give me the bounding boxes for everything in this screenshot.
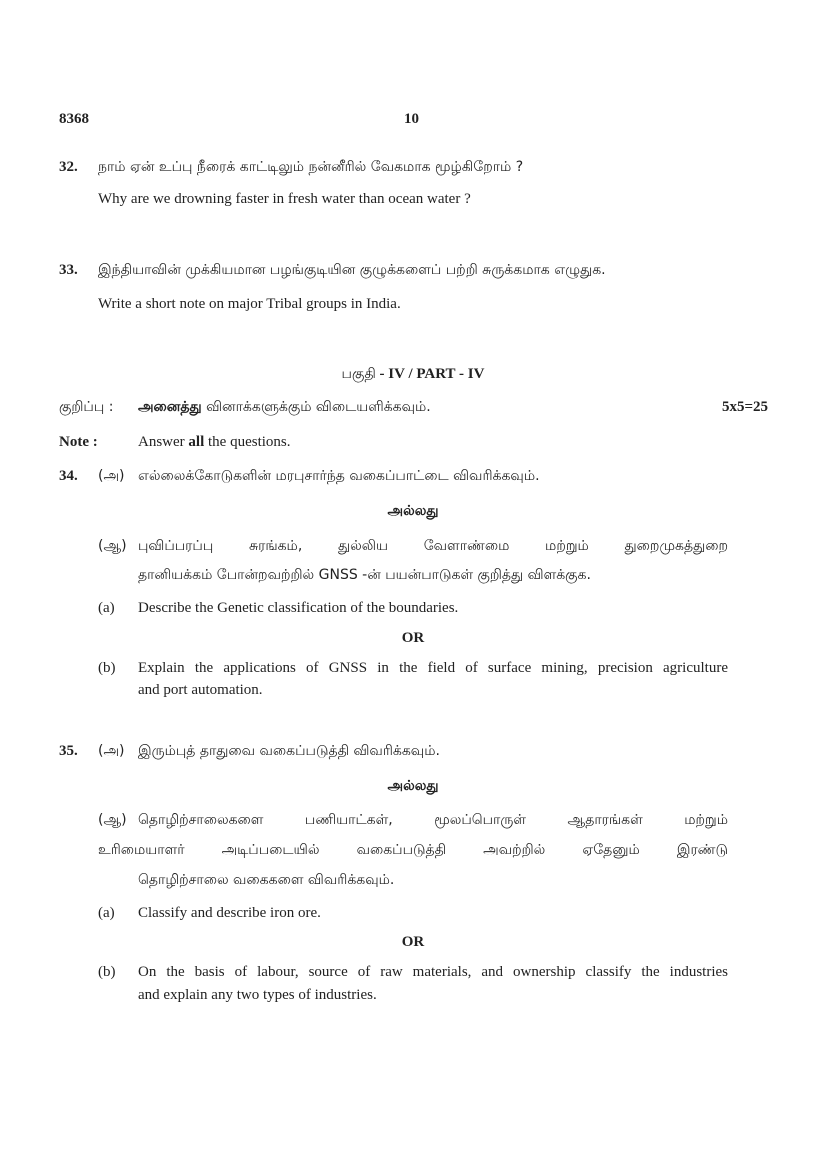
question-32-english: Why are we drowning faster in fresh water than ocean water ?	[98, 191, 471, 207]
q34-a-label-en: (a)	[98, 600, 115, 616]
question-number-33: 33.	[59, 262, 78, 278]
question-number-32: 32.	[59, 159, 78, 175]
q35-a-label-en: (a)	[98, 905, 115, 921]
note-rest-tamil: வினாக்களுக்கும் விடையளிக்கவும்.	[206, 399, 431, 415]
note-en-pre: Answer	[138, 434, 185, 450]
q35-or-tamil: அல்லது	[387, 778, 439, 794]
note-text-tamil	[138, 399, 431, 417]
note-en-bold: all	[188, 434, 205, 450]
q35-or-en: OR	[401, 934, 425, 950]
q34-b-label-en: (b)	[98, 660, 116, 676]
q34-a-en: Describe the Genetic classification of the boundaries.	[138, 600, 459, 616]
question-32-tamil: நாம் ஏன் உப்பு நீரைக் காட்டிலும் நன்னீரில் வேகமாக மூழ்கிறோம் ?	[98, 159, 524, 175]
note-text-en	[138, 434, 291, 451]
part-heading	[0, 366, 826, 384]
marks-label: 5x5=25	[721, 399, 768, 415]
q35-b-tamil-line1: தொழிற்சாலைகளை பணியாட்கள், மூலப்பொருள் ஆதாரங்கள் மற்றும்	[138, 812, 728, 828]
note-bold-tamil: அனைத்து	[138, 399, 202, 415]
note-label-en: Note :	[59, 434, 98, 450]
q35-b-en-line2: and explain any two types of industries.	[138, 987, 377, 1003]
paper-code: 8368	[59, 111, 89, 127]
q34-a-tamil: எல்லைக்கோடுகளின் மரபுசார்ந்த வகைப்பாட்டை விவரிக்கவும்.	[138, 468, 540, 484]
q35-a-label-tamil: (அ)	[98, 743, 125, 759]
part-heading-tamil: பகுதி	[341, 366, 376, 382]
question-33-tamil: இந்தியாவின் முக்கியமான பழங்குடியின குழுக்களைப் பற்றி சுருக்கமாக எழுதுக.	[98, 262, 606, 278]
note-label-tamil: குறிப்பு :	[59, 399, 114, 415]
q34-b-tamil-line2: தானியக்கம் போன்றவற்றில் GNSS -ன் பயன்பாடுகள் குறித்து விளக்குக.	[138, 567, 591, 583]
q34-a-label-tamil: (அ)	[98, 468, 125, 484]
q34-or-en: OR	[401, 630, 425, 646]
q34-b-label-tamil: (ஆ)	[98, 538, 127, 554]
question-number-35: 35.	[59, 743, 78, 759]
page-number: 10	[404, 111, 419, 127]
question-number-34: 34.	[59, 468, 78, 484]
q34-b-en-line1: Explain the applications of GNSS in the field of surface mining, precision agriculture	[138, 660, 728, 676]
q34-b-en-line2: and port automation.	[138, 682, 263, 698]
q35-b-tamil-line2: உரிமையாளர் அடிப்படையில் வகைப்படுத்தி அவற்றில் ஏதேனும் இரண்டு	[98, 842, 728, 858]
q35-b-label-en: (b)	[98, 964, 116, 980]
part-heading-rest: - IV / PART - IV	[379, 366, 485, 382]
note-en-post: the questions.	[208, 434, 291, 450]
q34-or-tamil: அல்லது	[387, 503, 439, 519]
q34-b-tamil-line1: புவிப்பரப்பு சுரங்கம், துல்லிய வேளாண்மை மற்றும் துறைமுகத்துறை	[138, 538, 728, 554]
q35-b-label-tamil: (ஆ)	[98, 812, 127, 828]
q35-b-en-line1: On the basis of labour, source of raw materials, and ownership classify the industries	[138, 964, 728, 980]
q35-a-tamil: இரும்புத் தாதுவை வகைப்படுத்தி விவரிக்கவும்.	[138, 743, 440, 759]
q35-a-en: Classify and describe iron ore.	[138, 905, 321, 921]
question-33-english: Write a short note on major Tribal groups in India.	[98, 296, 401, 312]
q35-b-tamil-line3: தொழிற்சாலை வகைகளை விவரிக்கவும்.	[138, 872, 395, 888]
